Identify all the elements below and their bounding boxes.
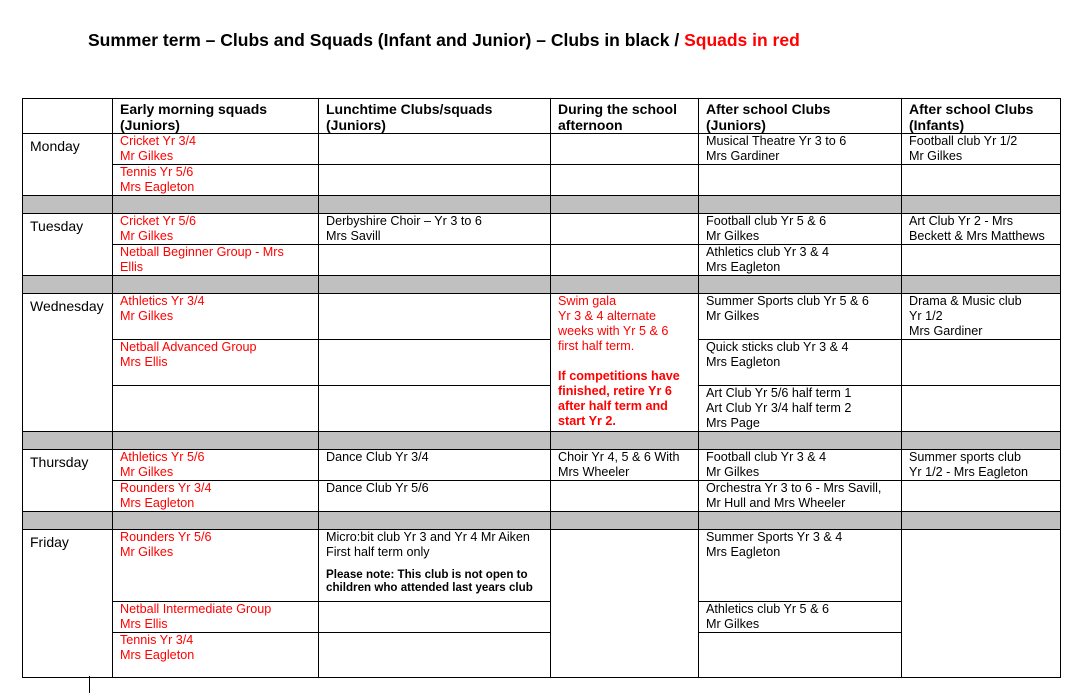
cell	[113, 530, 319, 602]
text-cursor	[89, 676, 90, 693]
header-line: (Juniors)	[326, 117, 386, 133]
table-row	[23, 245, 1061, 276]
header-line: (Infants)	[909, 117, 965, 133]
separator-row	[23, 276, 1061, 294]
cell	[551, 245, 699, 276]
separator-cell	[551, 276, 699, 294]
header-after-juniors	[699, 99, 902, 134]
cell-line: Mr Gilkes	[706, 617, 760, 631]
cell	[319, 294, 551, 340]
separator-cell	[113, 276, 319, 294]
header-line: After school Clubs	[909, 101, 1034, 117]
cell	[551, 481, 699, 512]
cell-line: Athletics club Yr 5 & 6	[706, 602, 829, 616]
cell-line: Mrs Page	[706, 416, 760, 430]
cell	[699, 214, 902, 245]
separator-row	[23, 512, 1061, 530]
cell-line: Ellis	[120, 260, 144, 274]
title-clubs-text: Summer term – Clubs and Squads (Infant and Junior) – Clubs in black /	[88, 30, 685, 50]
cell-line: Athletics club Yr 3 & 4	[706, 245, 829, 259]
cell-line-bold: finished, retire Yr 6	[558, 384, 672, 398]
cell-line: Cricket Yr 3/4	[120, 134, 197, 148]
cell	[113, 386, 319, 432]
day-tuesday: Tuesday	[23, 214, 113, 276]
cell-line: Mrs Eagleton	[120, 648, 195, 662]
cell	[902, 134, 1061, 165]
table-row	[23, 450, 1061, 481]
cell	[551, 450, 699, 481]
separator-cell	[902, 432, 1061, 450]
cell-line: Cricket Yr 5/6	[120, 214, 197, 228]
cell-line: Summer Sports club Yr 5 & 6	[706, 294, 869, 308]
cell-line: Quick sticks club Yr 3 & 4	[706, 340, 849, 354]
spacer	[558, 354, 691, 369]
cell	[113, 294, 319, 340]
cell-line: First half term only	[326, 545, 430, 559]
cell	[902, 450, 1061, 481]
cell	[319, 633, 551, 678]
cell-line: Netball Beginner Group - Mrs	[120, 245, 284, 259]
separator-cell	[902, 276, 1061, 294]
cell	[551, 134, 699, 165]
cell	[902, 294, 1061, 340]
cell	[319, 602, 551, 633]
cell	[699, 165, 902, 196]
cell	[551, 214, 699, 245]
cell	[699, 245, 902, 276]
cell	[699, 386, 902, 432]
cell	[902, 165, 1061, 196]
separator-cell	[319, 276, 551, 294]
cell-line: Mrs Eagleton	[120, 180, 195, 194]
cell-line: Beckett & Mrs Matthews	[909, 229, 1045, 243]
cell-line: Mr Gilkes	[909, 149, 963, 163]
cell-line: Mr Gilkes	[706, 229, 760, 243]
cell	[113, 450, 319, 481]
separator-cell	[902, 512, 1061, 530]
cell-line: Mr Gilkes	[120, 309, 174, 323]
cell-line: Mrs Eagleton	[706, 355, 781, 369]
day-monday: Monday	[23, 134, 113, 196]
cell-line: Netball Intermediate Group	[120, 602, 272, 616]
cell-line: Mr Gilkes	[120, 229, 174, 243]
cell	[319, 340, 551, 386]
document-title	[88, 30, 800, 51]
cell	[113, 481, 319, 512]
cell	[113, 214, 319, 245]
cell-line: Netball Advanced Group	[120, 340, 257, 354]
club-note	[326, 568, 543, 594]
cell-line: Musical Theatre Yr 3 to 6	[706, 134, 847, 148]
cell-line: Choir Yr 4, 5 & 6 With	[558, 450, 680, 464]
cell-line: Mrs Wheeler	[558, 465, 630, 479]
cell-line: Mr Gilkes	[120, 545, 174, 559]
header-after-infants	[902, 99, 1061, 134]
cell	[319, 530, 551, 602]
cell-line: Athletics Yr 5/6	[120, 450, 205, 464]
cell-line: Mrs Ellis	[120, 355, 168, 369]
separator-cell	[23, 276, 113, 294]
cell	[699, 602, 902, 633]
cell	[699, 450, 902, 481]
header-line: Early morning squads	[120, 101, 268, 117]
cell-line: Yr 3 & 4 alternate	[558, 309, 657, 323]
cell	[902, 214, 1061, 245]
cell-line: Art Club Yr 2 - Mrs	[909, 214, 1014, 228]
separator-cell	[551, 196, 699, 214]
cell-line: Swim gala	[558, 294, 617, 308]
table-row	[23, 386, 1061, 432]
cell	[699, 340, 902, 386]
separator-cell	[113, 512, 319, 530]
table-row	[23, 214, 1061, 245]
header-during-school	[551, 99, 699, 134]
separator-cell	[699, 432, 902, 450]
separator-cell	[551, 432, 699, 450]
header-day-cell	[23, 99, 113, 134]
cell-line: Mrs Savill	[326, 229, 381, 243]
cell	[699, 633, 902, 678]
cell	[319, 134, 551, 165]
cell	[319, 245, 551, 276]
cell-line: Football club Yr 5 & 6	[706, 214, 827, 228]
cell-line: Mr Gilkes	[706, 465, 760, 479]
cell	[113, 134, 319, 165]
separator-cell	[23, 196, 113, 214]
separator-cell	[319, 196, 551, 214]
day-wednesday: Wednesday	[23, 294, 113, 432]
separator-cell	[902, 196, 1061, 214]
separator-cell	[699, 276, 902, 294]
header-line: (Juniors)	[120, 117, 180, 133]
clubs-timetable	[22, 98, 1061, 678]
cell	[699, 134, 902, 165]
cell	[113, 633, 319, 678]
cell-line: Rounders Yr 5/6	[120, 530, 212, 544]
separator-cell	[113, 196, 319, 214]
cell-line-bold: start Yr 2.	[558, 414, 616, 428]
day-thursday: Thursday	[23, 450, 113, 512]
cell	[113, 340, 319, 386]
table-row	[23, 340, 1061, 386]
title-squads-text: Squads in red	[684, 30, 800, 50]
cell	[113, 602, 319, 633]
cell	[319, 214, 551, 245]
cell-line: Art Club Yr 5/6 half term 1	[706, 386, 852, 400]
separator-cell	[699, 512, 902, 530]
header-line: During the school	[558, 101, 677, 117]
cell-line: Art Club Yr 3/4 half term 2	[706, 401, 852, 415]
cell-line: Tennis Yr 5/6	[120, 165, 194, 179]
cell-line: Micro:bit club Yr 3 and Yr 4 Mr Aiken	[326, 530, 530, 544]
separator-cell	[23, 432, 113, 450]
cell-line: Derbyshire Choir – Yr 3 to 6	[326, 214, 482, 228]
cell-line-bold: If competitions have	[558, 369, 680, 383]
cell-line: Drama & Music club	[909, 294, 1022, 308]
cell-line: Athletics Yr 3/4	[120, 294, 205, 308]
cell-line: Mrs Eagleton	[706, 545, 781, 559]
cell-line: Mrs Eagleton	[120, 496, 195, 510]
header-early-morning	[113, 99, 319, 134]
cell-line: Orchestra Yr 3 to 6 - Mrs Savill,	[706, 481, 882, 495]
cell-line: Summer Sports Yr 3 & 4	[706, 530, 843, 544]
separator-cell	[113, 432, 319, 450]
cell-line: Yr 1/2 - Mrs Eagleton	[909, 465, 1028, 479]
cell-line: Dance Club Yr 3/4	[326, 450, 429, 464]
cell	[551, 530, 699, 678]
header-row	[23, 99, 1061, 134]
header-line: Lunchtime Clubs/squads	[326, 101, 493, 117]
cell	[902, 245, 1061, 276]
cell	[699, 294, 902, 340]
cell	[902, 481, 1061, 512]
header-line: After school Clubs	[706, 101, 831, 117]
cell	[113, 165, 319, 196]
cell-line: Mrs Ellis	[120, 617, 168, 631]
cell-line: Yr 1/2	[909, 309, 943, 323]
separator-cell	[551, 512, 699, 530]
cell-line: Mrs Gardiner	[909, 324, 983, 338]
separator-cell	[319, 512, 551, 530]
day-friday: Friday	[23, 530, 113, 678]
header-lunchtime	[319, 99, 551, 134]
cell	[551, 165, 699, 196]
table-row	[23, 294, 1061, 340]
cell	[902, 340, 1061, 386]
cell	[113, 245, 319, 276]
cell-line: Mr Gilkes	[120, 149, 174, 163]
header-line: afternoon	[558, 117, 623, 133]
table-row	[23, 165, 1061, 196]
separator-row	[23, 432, 1061, 450]
cell-line: Mr Gilkes	[120, 465, 174, 479]
cell-line: Mrs Gardiner	[706, 149, 780, 163]
cell-line: Mrs Eagleton	[706, 260, 781, 274]
cell	[902, 530, 1061, 678]
cell-line: Summer sports club	[909, 450, 1021, 464]
cell	[699, 481, 902, 512]
cell-line: weeks with Yr 5 & 6	[558, 324, 669, 338]
cell	[319, 481, 551, 512]
cell	[699, 530, 902, 602]
cell-line: Football club Yr 3 & 4	[706, 450, 827, 464]
note-line: Please note: This club is not open to	[326, 568, 528, 581]
cell	[319, 165, 551, 196]
note-line: children who attended last years club	[326, 581, 533, 594]
table-row	[23, 481, 1061, 512]
cell-line: Mr Gilkes	[706, 309, 760, 323]
cell-swim-gala	[551, 294, 699, 432]
header-line: (Juniors)	[706, 117, 766, 133]
cell-line: first half term.	[558, 339, 635, 353]
cell-line-bold: after half term and	[558, 399, 668, 413]
separator-cell	[23, 512, 113, 530]
table-row	[23, 134, 1061, 165]
separator-cell	[699, 196, 902, 214]
separator-cell	[319, 432, 551, 450]
table-row	[23, 530, 1061, 602]
cell-line: Dance Club Yr 5/6	[326, 481, 429, 495]
cell-line: Tennis Yr 3/4	[120, 633, 194, 647]
cell-line: Rounders Yr 3/4	[120, 481, 212, 495]
separator-row	[23, 196, 1061, 214]
cell-line: Mr Hull and Mrs Wheeler	[706, 496, 846, 510]
cell	[902, 386, 1061, 432]
cell	[319, 386, 551, 432]
cell-line: Football club Yr 1/2	[909, 134, 1018, 148]
cell	[319, 450, 551, 481]
